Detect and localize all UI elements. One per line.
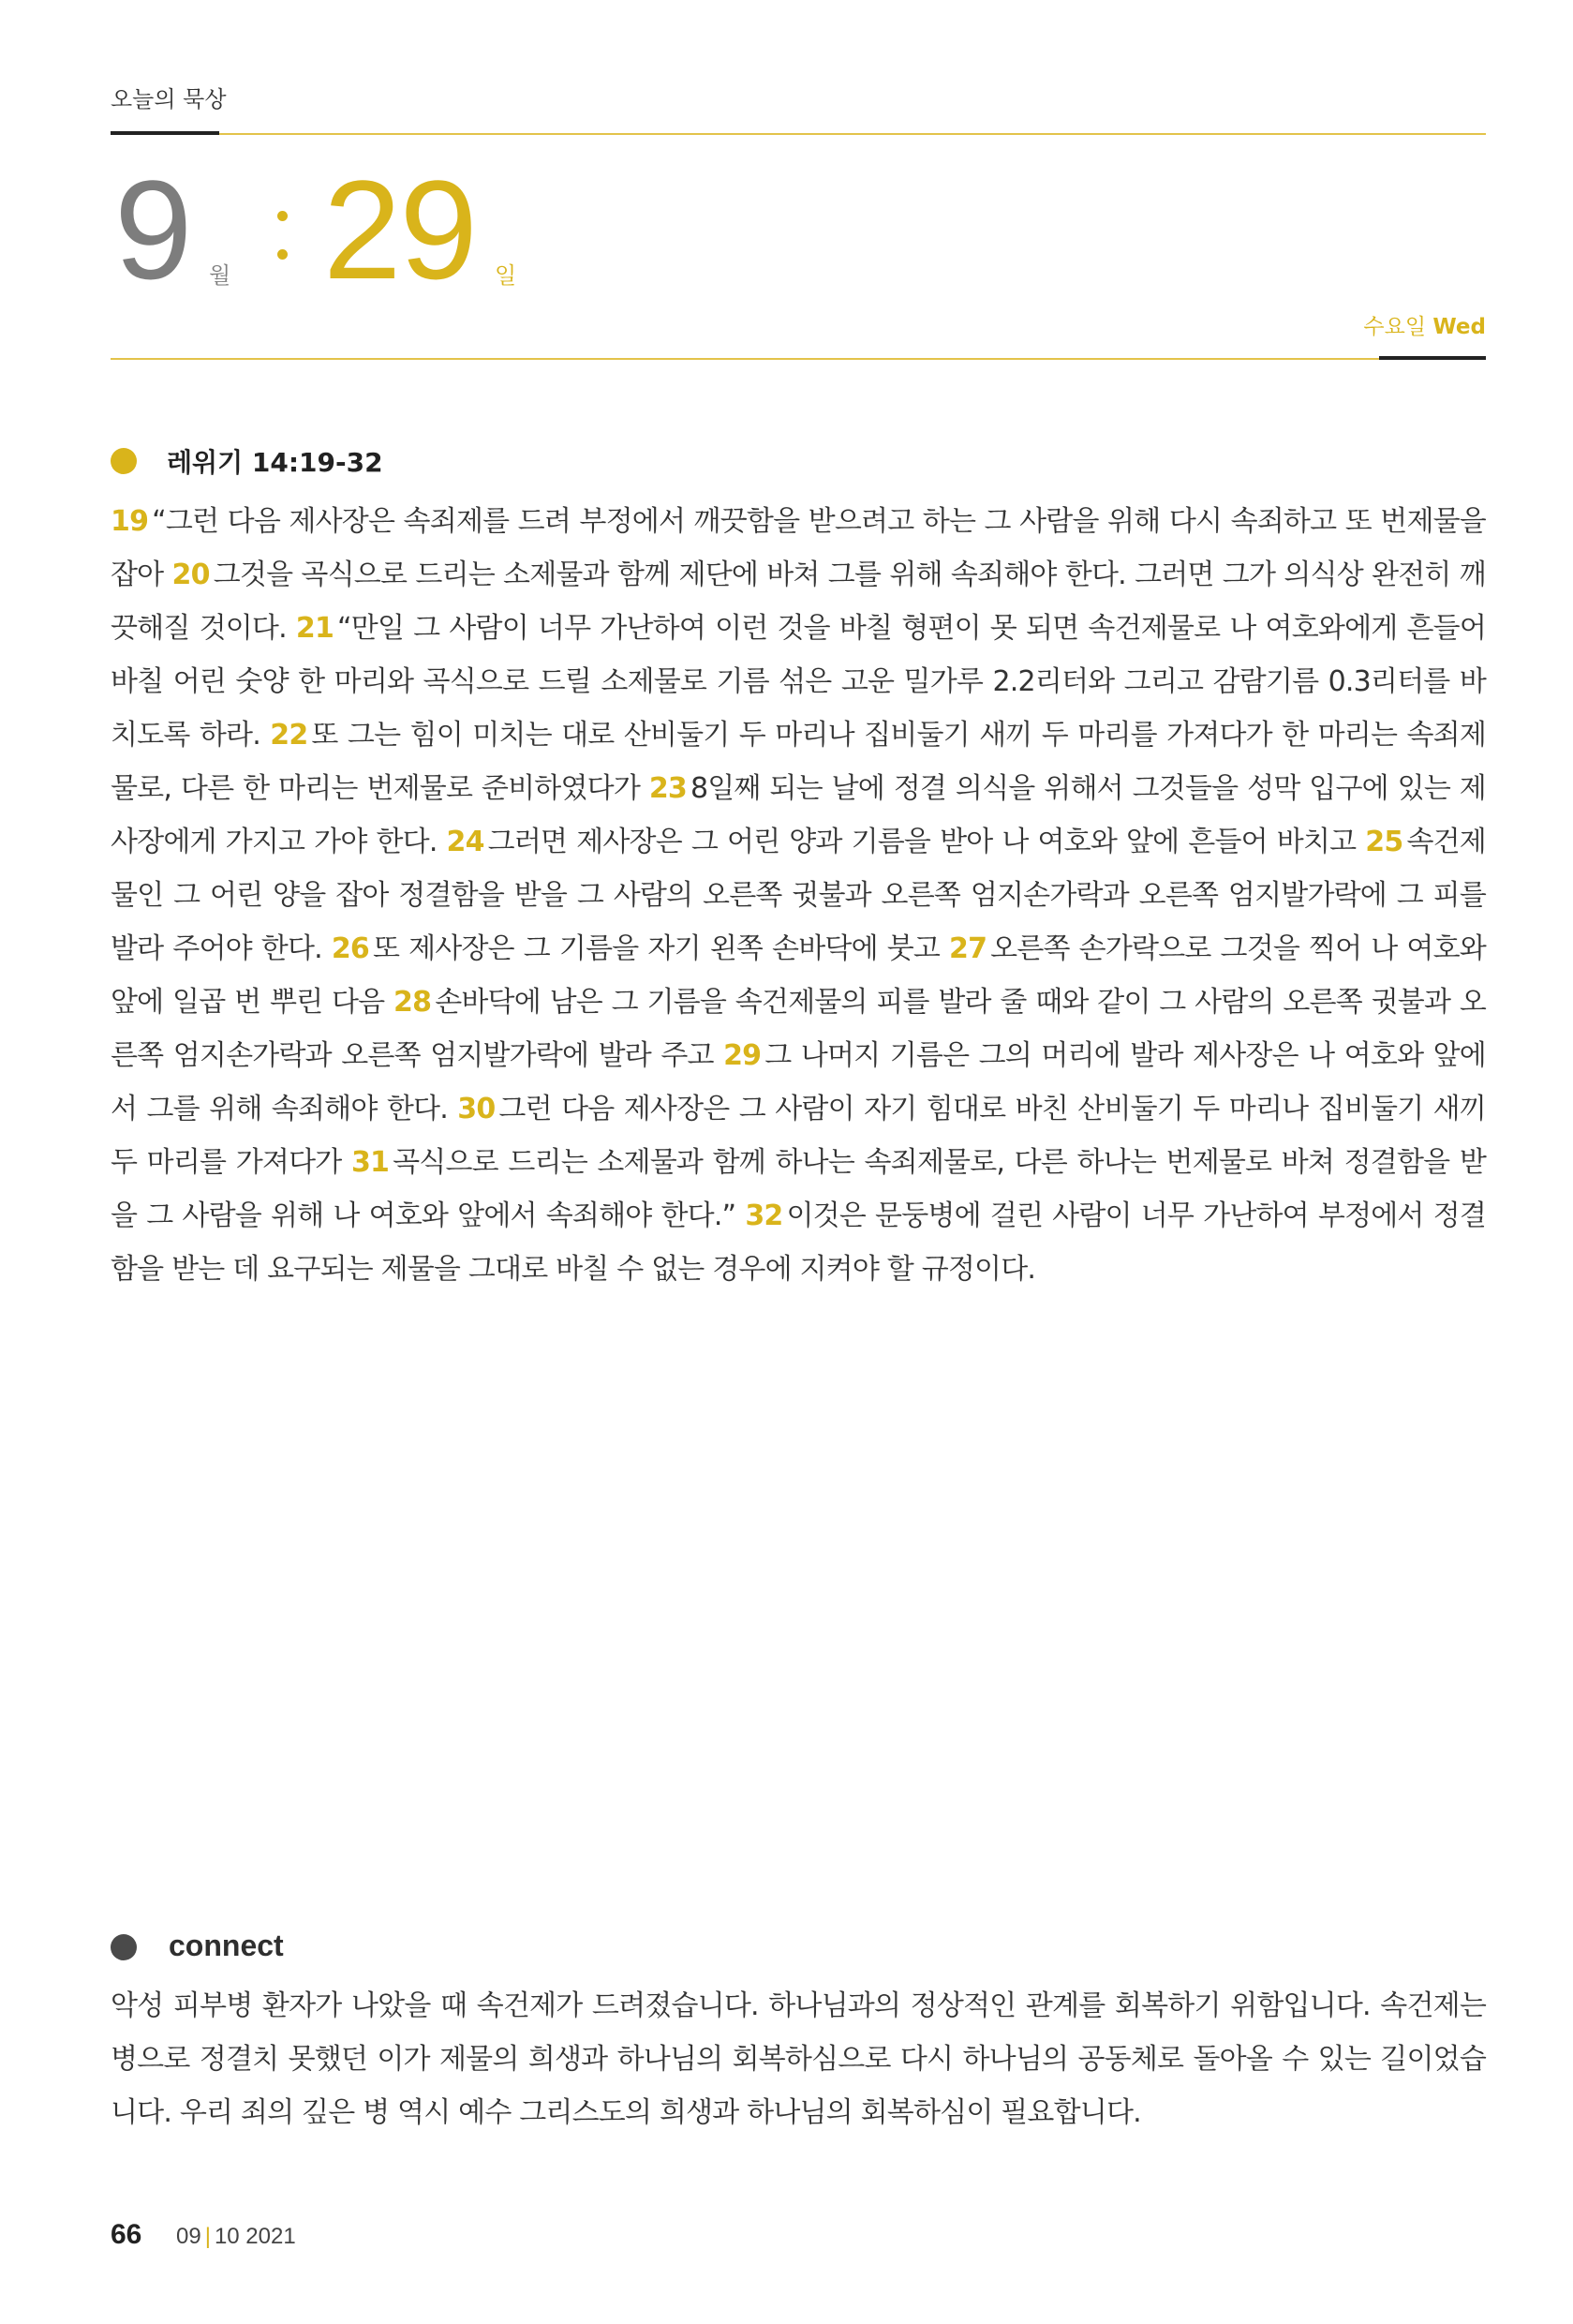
verse-text: 그것을 곡식으로 드리는 소제물과 함께 제단에 바쳐 그를 위해 속죄해야 한다. 그러면 그가 의식상 완전히 깨끗해질 것이다. xyxy=(111,559,1486,645)
verse-number: 20 xyxy=(171,559,210,591)
verse-text: “만일 그 사람이 너무 가난하여 이런 것을 바칠 형편이 못 되면 속건제물로 나 여호와에게 흔들어 바칠 어린 숫양 한 마리와 곡식으로 드릴 소제물로 기름 섞은 고운 밀가루 2.2리터와 그리고 감람기름 0.3리터를 바치도록 하라. xyxy=(111,612,1486,752)
verse-number: 24 xyxy=(446,826,484,858)
day-label: 일 xyxy=(495,262,517,289)
verse-number: 29 xyxy=(723,1039,762,1072)
verse-number: 21 xyxy=(295,612,334,645)
verse-text: 손바닥에 남은 그 기름을 속건제물의 피를 발라 줄 때와 같이 그 사람의 오른쪽 귓불과 오른쪽 엄지손가락과 오른쪽 엄지발가락에 발라 주고 xyxy=(111,986,1486,1072)
connect-title: connect xyxy=(169,1929,284,1962)
verse-text: 그 나머지 기름은 그의 머리에 발라 제사장은 나 여호와 앞에서 그를 위해 속죄해야 한다. xyxy=(111,1039,1486,1125)
scripture-reference: 레위기 14:19-32 xyxy=(167,447,383,478)
page-number: 66 xyxy=(111,2219,142,2250)
verse-text: 또 그는 힘이 미치는 대로 산비둘기 두 마리나 집비둘기 새끼 두 마리를 가져다가 한 마리는 속죄제물로, 다른 한 마리는 번제물로 준비하였다가 xyxy=(111,719,1487,805)
verse-text: 곡식으로 드리는 소제물과 함께 하나는 속죄제물로, 다른 하나는 번제물로 바쳐 정결함을 받을 그 사람을 위해 나 여호와 앞에서 속죄해야 한다.” xyxy=(111,1146,1486,1232)
verse-text: “그런 다음 제사장은 속죄제를 드려 부정에서 깨끗함을 받으려고 하는 그 사람을 위해 다시 속죄하고 또 번제물을 잡아 xyxy=(111,505,1486,591)
month-number: 9 xyxy=(114,151,189,308)
header-divider xyxy=(111,133,1486,135)
colon-dot-icon xyxy=(277,249,288,260)
scripture-passage xyxy=(111,495,1486,1296)
verse-text: 또 제사장은 그 기름을 자기 왼쪽 손바닥에 붓고 xyxy=(373,932,950,965)
verse-number: 31 xyxy=(350,1146,390,1179)
verse-number: 25 xyxy=(1365,826,1403,858)
verse-text: 속건제물인 그 어린 양을 잡아 정결함을 받을 그 사람의 오른쪽 귓불과 오른쪽 엄지손가락과 오른쪽 엄지발가락에 그 피를 발라 주어야 한다. xyxy=(111,826,1486,965)
day-number: 29 xyxy=(323,151,476,308)
issue-month: 09 xyxy=(176,2224,201,2249)
section-label: 오늘의 묵상 xyxy=(111,86,227,112)
date-divider-accent xyxy=(1379,356,1486,360)
issue-year: 10 2021 xyxy=(214,2224,296,2249)
weekday xyxy=(1363,309,1486,340)
issue-separator: | xyxy=(204,2224,211,2249)
verse-number: 30 xyxy=(457,1093,496,1125)
header-divider-accent xyxy=(111,131,219,135)
verse-text: 그런 다음 제사장은 그 사람이 자기 힘대로 바친 산비둘기 두 마리나 집비둘기 새끼 두 마리를 가져다가 xyxy=(111,1093,1486,1179)
connect-bullet-icon xyxy=(111,1934,137,1960)
verse-text: 8일째 되는 날에 정결 의식을 위해서 그것들을 성막 입구에 있는 제사장에게 가지고 가야 한다. xyxy=(111,772,1486,858)
date-divider xyxy=(111,358,1486,360)
weekday-korean: 수요일 xyxy=(1363,315,1427,339)
colon-dot-icon xyxy=(277,211,288,221)
verse-number: 22 xyxy=(270,719,308,752)
verse-text: 그러면 제사장은 그 어린 양과 기름을 받아 나 여호와 앞에 흔들어 바치고 xyxy=(487,826,1366,858)
verse-text: 오른쪽 손가락으로 그것을 찍어 나 여호와 앞에 일곱 번 뿌린 다음 xyxy=(111,932,1486,1019)
verse-number: 23 xyxy=(648,772,687,805)
verse-text: 이것은 문둥병에 걸린 사람이 너무 가난하여 부정에서 정결함을 받는 데 요구되는 제물을 그대로 바칠 수 없는 경우에 지켜야 할 규정이다. xyxy=(111,1199,1486,1286)
scripture-bullet-icon xyxy=(111,448,137,474)
verse-number: 28 xyxy=(393,986,432,1019)
weekday-english: Wed xyxy=(1432,315,1486,339)
verse-number: 27 xyxy=(949,932,987,965)
verse-number: 26 xyxy=(331,932,369,965)
month-label: 월 xyxy=(209,262,231,289)
issue-info xyxy=(176,2224,296,2250)
verse-number: 19 xyxy=(111,505,149,538)
verse-number: 32 xyxy=(745,1199,783,1232)
connect-body: 악성 피부병 환자가 나았을 때 속건제가 드려졌습니다. 하나님과의 정상적인 관계를 회복하기 위함입니다. 속건제는 병으로 정결치 못했던 이가 제물의 희생과 하나님의 회복하심으로 다시 하나님의 공동체로 돌아올 수 있는 길이었습니다. 우리 죄의 깊은 병 역시 예수 그리스도의 희생과 하나님의 회복하심이 필요합니다. xyxy=(111,1989,1486,2129)
